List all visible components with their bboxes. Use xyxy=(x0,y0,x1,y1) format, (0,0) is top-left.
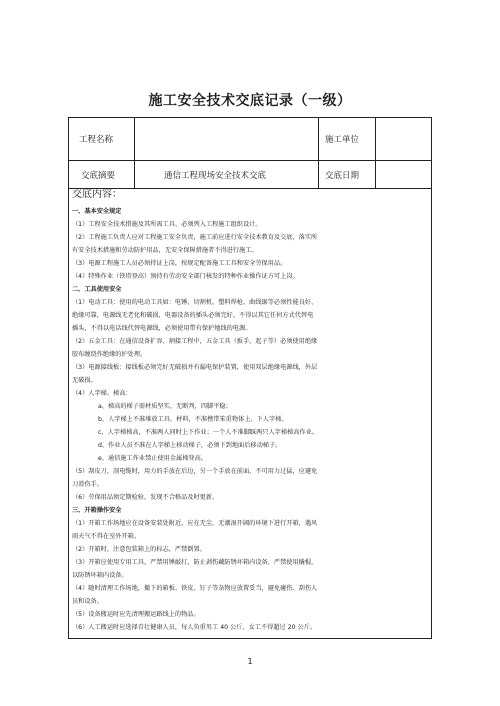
content-line: （6）劳保用品须定期检验，发现不合格品及时更新。 xyxy=(72,494,219,501)
summary-value: 通信工程现场安全技术交底 xyxy=(164,171,267,181)
project-name-label: 工程名称 xyxy=(79,135,114,145)
col-divider-3 xyxy=(375,118,376,188)
content-line: a、梯高的梯子需材质坚实，无断判，四脚平稳； xyxy=(98,403,232,410)
content-line: （2）工程施工负责人应对工程施工安全负责，施工前应进行安全技术教育及交底，落实所 xyxy=(72,234,318,241)
content-heading: 交底内容： xyxy=(72,189,122,200)
content-line: d、作业人员不准在人字梯上移动梯子，必须下到地面后移动梯子。 xyxy=(98,442,282,449)
content-line: （3）电源工程施工人员必须持证上岗，按规定配备施工工具和安全劳保用品。 xyxy=(72,260,287,267)
row-divider-1 xyxy=(69,160,431,161)
content-line: （1）电动工具：使用的电动工具如：电锤、切割机、塑料焊枪、曲线锯等必须性能良好、 xyxy=(72,299,318,306)
section-heading: 二、工具使用安全 xyxy=(72,286,122,293)
document-title: 施工安全技术交底记录（一级） xyxy=(148,93,352,109)
content-line: （5）设备搬运时应先清理搬运路线上的物品。 xyxy=(72,611,200,618)
disclosure-date-label: 交底日期 xyxy=(325,171,360,181)
content-line: 以防锈坏箱内设备。 xyxy=(72,572,128,579)
col-divider-1 xyxy=(134,118,135,188)
section-heading: 一、基本安全规定 xyxy=(72,208,122,215)
content-line: 插头，不得以电话线代替电源线，必须使用带有保护地线的电源。 xyxy=(72,325,252,332)
content-line: 雨天气不得在室外开箱。 xyxy=(72,533,141,540)
content-line: 员和设备。 xyxy=(72,598,103,605)
content-line: （4）人字梯、梯高： xyxy=(72,390,132,397)
content-line: 绝缘可靠，电源线无老化和破损，电器设备的插头必须完好，不得以其它任何方式代替电 xyxy=(72,312,314,319)
summary-label: 交底摘要 xyxy=(81,171,116,181)
construction-unit-label: 施工单位 xyxy=(325,135,360,145)
content-line: e、通信施工作业禁止使用金属梯登高。 xyxy=(98,455,207,462)
disclosure-content xyxy=(72,188,428,634)
content-line: （2）五金工具：在通信设备扩容、割接工程中，五金工具（扳手、起子等）必须使用绝缘 xyxy=(72,338,318,345)
content-line: （4）特殊作业（铁塔登高）须持有劳动安全部门核发的特种作业操作证方可上岗。 xyxy=(72,273,299,280)
content-line: 刀滑伤手。 xyxy=(72,481,103,488)
content-line: （3）开箱应使用专用工具，严禁用锤敲打，防止剥伤藏防锈坏箱内设备，严禁使用撬棍， xyxy=(72,559,318,566)
content-line: 胶布缠绕作绝缘的护处理。 xyxy=(72,351,147,358)
page-number: 1 xyxy=(247,657,253,666)
content-line: b、人字梯上不准堆放工具、材料，不准携带笨重物体上、下人字梯。 xyxy=(98,416,288,423)
content-line: （1）开箱工作场地应在设备安装处附近，应在无尘、无潮湿开阔的环境下进行开箱，遇风 xyxy=(72,520,318,527)
content-line: （2）开箱时，注意包装箱上的标志，严禁倒置。 xyxy=(72,546,206,553)
content-line: （3）电源接线板：接线板必须完好无破损并有漏电保护装置，使用双层绝缘电源线，外层 xyxy=(72,364,318,371)
content-line: （1）工程安全技术措施及其所需工具、必须列入工程施工组织设计。 xyxy=(72,221,262,228)
content-line: （4）随时清理工作场地，撤下的箱板、铁皮、钉子等杂物应放置妥当，避免碰伤、刮伤人 xyxy=(72,585,318,592)
content-line: （5）刮皮刀，剖电缆时，用力的手放在后边，另一个手放在前面，不可用力过猛，应避免 xyxy=(72,468,318,475)
col-divider-2 xyxy=(318,118,319,188)
section-heading: 三、开箱操作安全 xyxy=(72,507,122,514)
content-line: 无破损。 xyxy=(72,377,97,384)
content-line: c、人字梯梯高，不准两人同时上下作业；一个人不准脚踩两只人字梯梯高作业。 xyxy=(98,429,318,436)
content-line: 有安全技术措施和劳动防护用品，无安全保障措施者不得进行施工。 xyxy=(72,247,258,254)
content-line: （6）人工搬运时应选择青壮健康人员，每人负重男工 40 公斤、女工不得超过 20 公斤。 xyxy=(72,624,317,631)
